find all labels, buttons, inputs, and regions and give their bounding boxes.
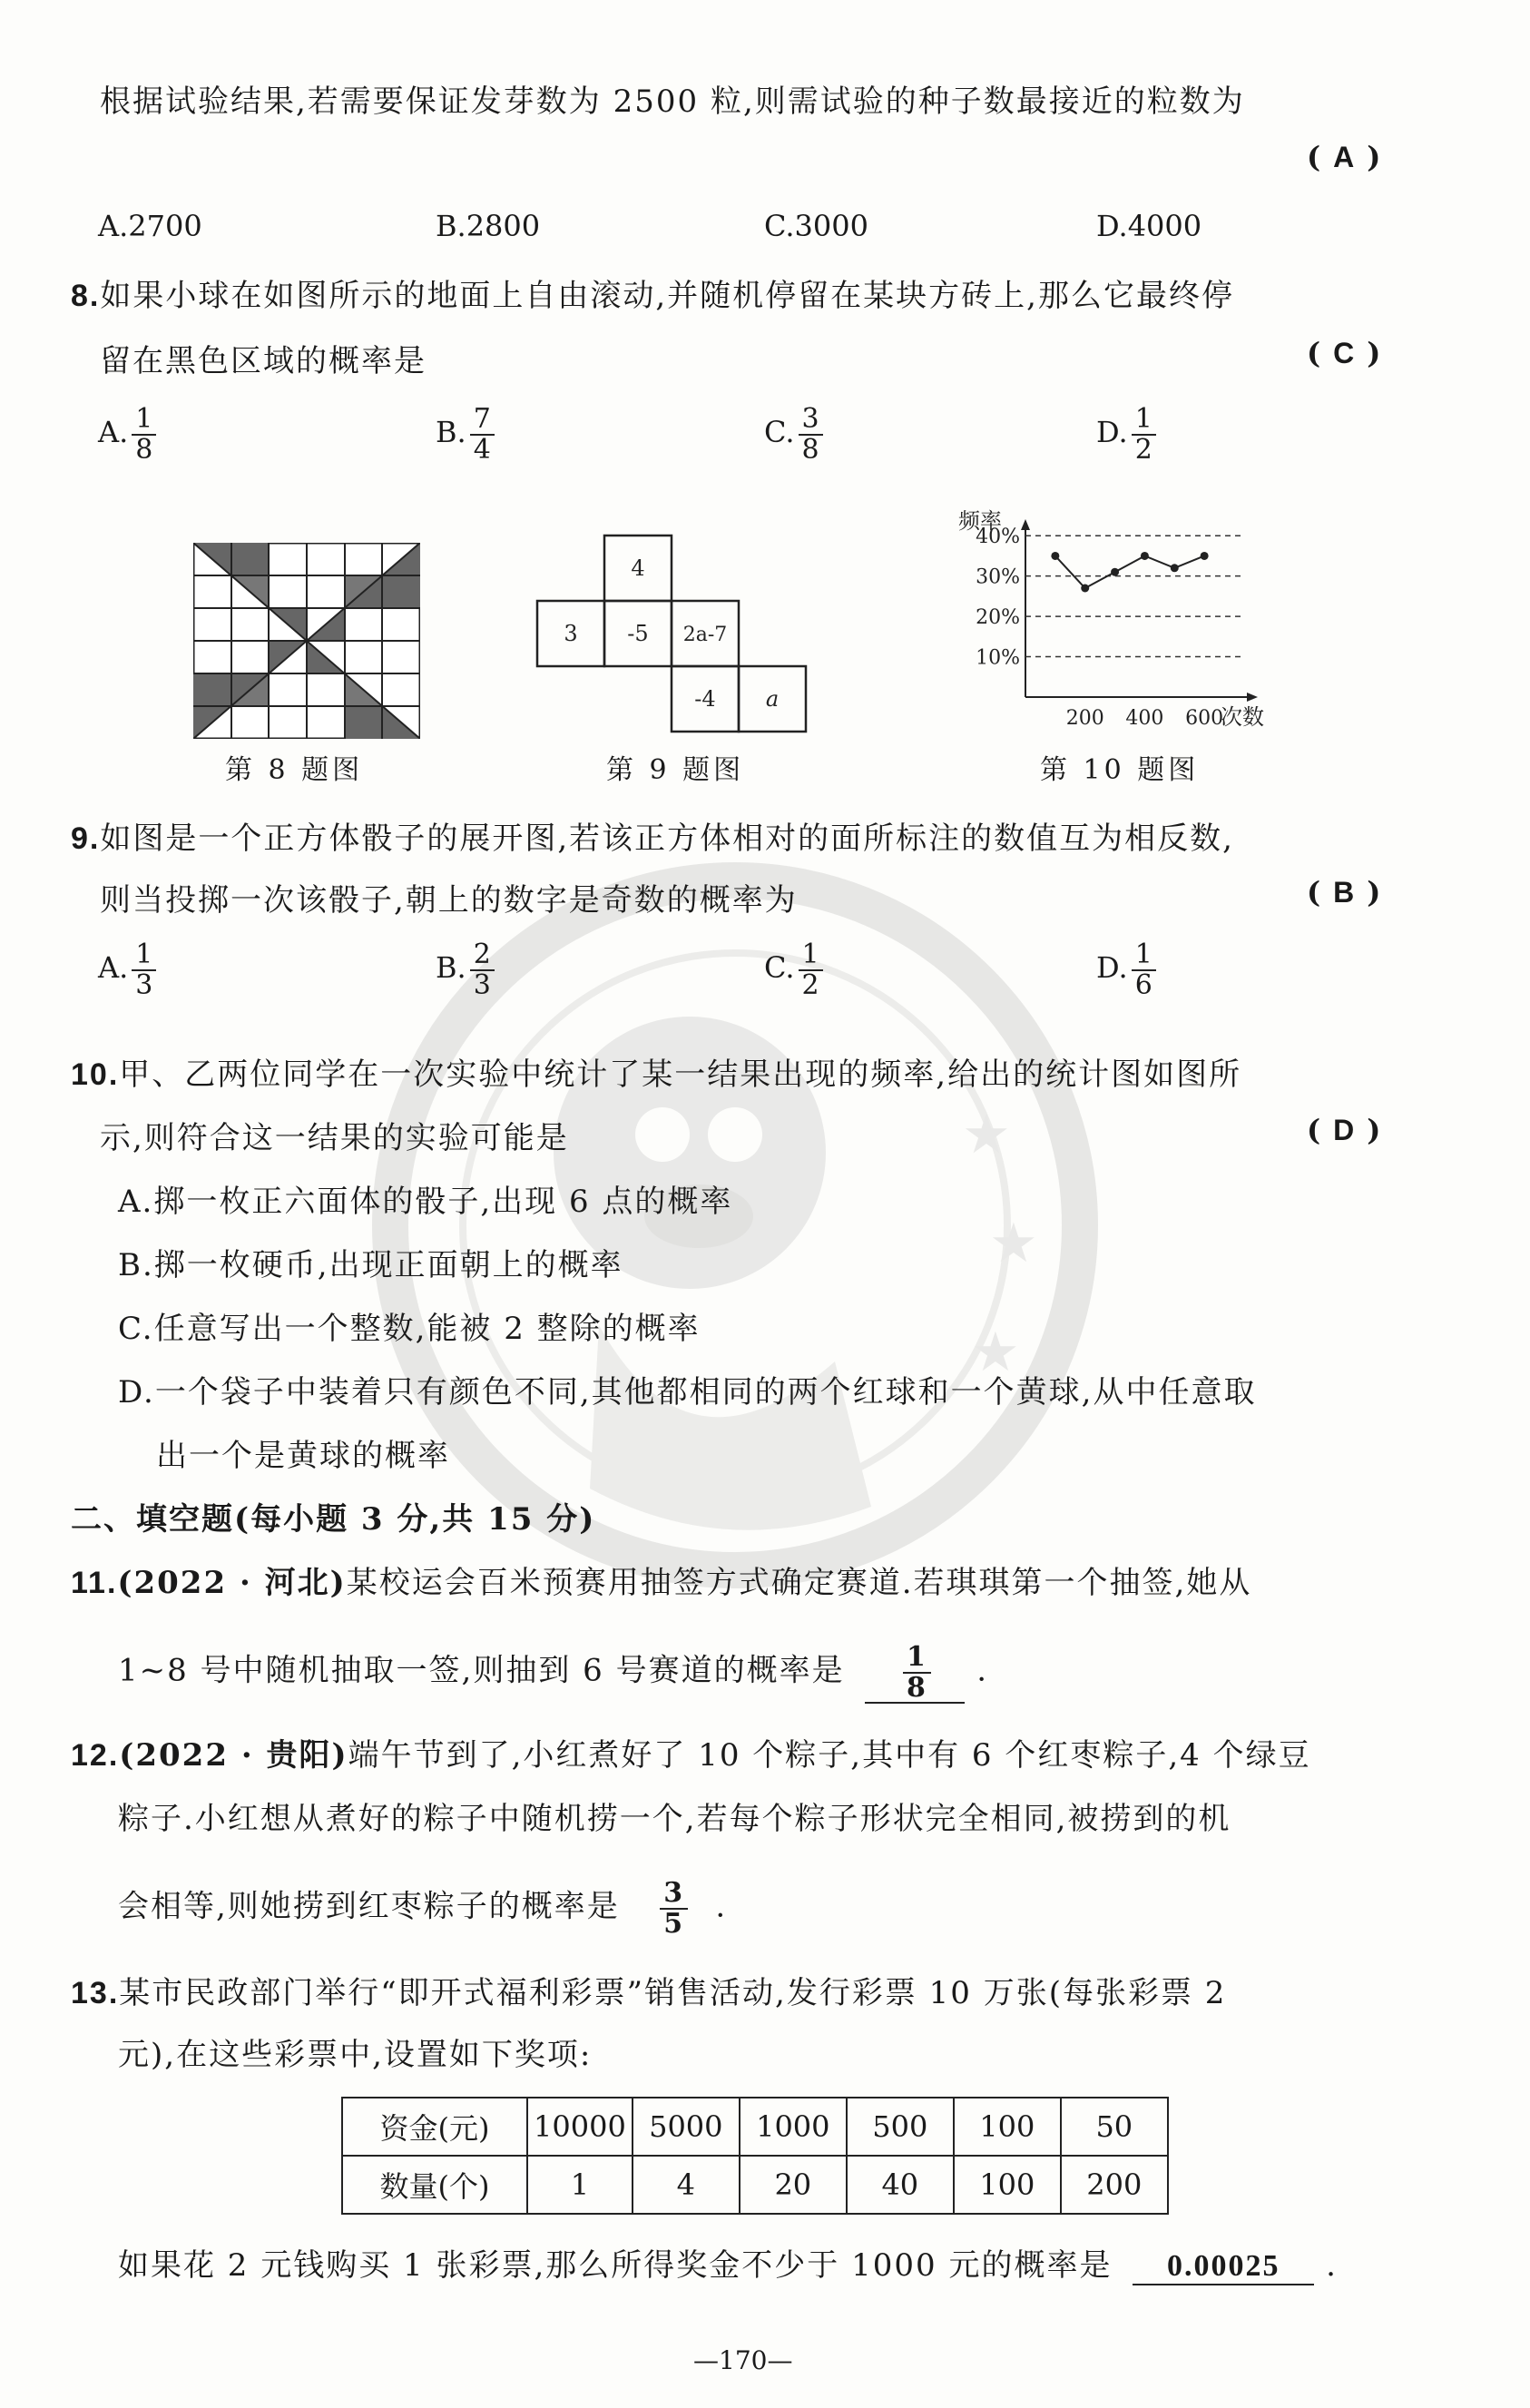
fraction-numerator: 3 bbox=[660, 1879, 688, 1910]
q9-option-a bbox=[98, 940, 156, 999]
q8-answer: ( C ) bbox=[1307, 336, 1381, 370]
q9-option-c-letter: C. bbox=[764, 950, 795, 985]
net-face-far: a bbox=[765, 686, 780, 712]
fraction-denominator: 8 bbox=[907, 1671, 927, 1704]
table-cell: 1 bbox=[527, 2156, 633, 2214]
svg-text:★: ★ bbox=[971, 1321, 1020, 1384]
q12-stem-line2: 粽子.小红想从煮好的粽子中随机捞一个,若每个粽子形状完全相同,被捞到的机 bbox=[118, 1801, 1231, 1837]
q7-option-b: B.2800 bbox=[436, 209, 541, 243]
figure-9-caption: 第 9 题图 bbox=[606, 754, 745, 786]
fraction-numerator: 1 bbox=[132, 940, 156, 971]
x-tick-label: 200 bbox=[1065, 707, 1104, 730]
q8-stem-line2: 留在黑色区域的概率是 bbox=[100, 343, 427, 379]
fraction-denominator: 2 bbox=[801, 968, 819, 1001]
prize-table bbox=[341, 2097, 1169, 2215]
q13-stem-line2: 元),在这些彩票中,设置如下奖项: bbox=[118, 2037, 593, 2073]
q10-answer: ( D ) bbox=[1307, 1113, 1381, 1147]
q8-stem-line1 bbox=[71, 270, 1234, 315]
q11-number: 11. bbox=[71, 1566, 118, 1600]
q10-option-c: C.任意写出一个整数,能被 2 整除的概率 bbox=[118, 1311, 701, 1347]
q12-source: (2022 · 贵阳) bbox=[119, 1737, 348, 1774]
q8-option-a-letter: A. bbox=[98, 415, 129, 449]
fraction-numerator: 1 bbox=[903, 1643, 931, 1674]
row-label-count: 数量(个) bbox=[342, 2156, 527, 2214]
q10-option-a: A.掷一枚正六面体的骰子,出现 6 点的概率 bbox=[118, 1184, 733, 1220]
q10-option-b: B.掷一枚硬币,出现正面朝上的概率 bbox=[118, 1247, 623, 1283]
q11-answer-blank bbox=[865, 1643, 965, 1704]
net-face-left: 3 bbox=[564, 621, 578, 646]
q8-option-b-letter: B. bbox=[436, 415, 466, 449]
row-label-amount: 资金(元) bbox=[342, 2098, 527, 2156]
y-tick-label: 20% bbox=[976, 606, 1020, 630]
q9-option-d-fraction bbox=[1132, 940, 1156, 999]
table-cell: 1000 bbox=[740, 2098, 847, 2156]
q8-option-c bbox=[764, 405, 823, 464]
table-cell: 50 bbox=[1061, 2098, 1168, 2156]
q8-option-b bbox=[436, 405, 495, 464]
q9-option-d-letter: D. bbox=[1096, 950, 1128, 985]
q9-option-a-fraction bbox=[132, 940, 156, 999]
fraction-numerator: 2 bbox=[470, 940, 495, 971]
q12-stem-line1 bbox=[71, 1730, 1311, 1774]
q11-answer-fraction bbox=[903, 1643, 931, 1702]
table-cell: 4 bbox=[633, 2156, 740, 2214]
fraction-numerator: 1 bbox=[1132, 940, 1156, 971]
q11-line2-text: 1~8 号中随机抽取一签,则抽到 6 号赛道的概率是 bbox=[118, 1652, 845, 1689]
svg-text:★: ★ bbox=[962, 1103, 1011, 1166]
table-cell: 500 bbox=[847, 2098, 954, 2156]
data-point bbox=[1201, 552, 1209, 560]
q9-option-c bbox=[764, 940, 823, 999]
table-row bbox=[342, 2156, 1168, 2214]
q12-answer-blank bbox=[641, 1879, 704, 1938]
q9-line1-text: 如图是一个正方体骰子的展开图,若该正方体相对的面所标注的数值互为相反数, bbox=[100, 821, 1234, 857]
q8-option-c-fraction bbox=[799, 405, 823, 464]
q13-line3-text: 如果花 2 元钱购买 1 张彩票,那么所得奖金不少于 1000 元的概率是 bbox=[118, 2247, 1113, 2284]
q8-option-b-fraction bbox=[470, 405, 495, 464]
section-2-heading bbox=[71, 1494, 595, 1538]
x-tick-label: 400 bbox=[1125, 707, 1164, 730]
q7-answer-letter: A bbox=[1333, 141, 1355, 173]
data-point bbox=[1171, 564, 1179, 572]
q9-option-c-fraction bbox=[799, 940, 823, 999]
q10-option-d: D.一个袋子中装着只有颜色不同,其他都相同的两个红球和一个黄球,从中任意取 bbox=[118, 1374, 1257, 1410]
q8-option-d-fraction bbox=[1132, 405, 1156, 464]
fraction-denominator: 5 bbox=[663, 1907, 685, 1940]
data-point bbox=[1081, 585, 1089, 593]
x-axis-arrow bbox=[1247, 693, 1258, 702]
fraction-denominator: 3 bbox=[135, 968, 153, 1001]
q9-answer: ( B ) bbox=[1307, 875, 1381, 909]
y-tick-label: 10% bbox=[976, 646, 1020, 670]
table-cell: 40 bbox=[847, 2156, 954, 2214]
q13-stem-line1 bbox=[71, 1968, 1226, 2012]
q8-option-c-letter: C. bbox=[764, 415, 795, 449]
q9-option-b bbox=[436, 940, 495, 999]
q7-option-c: C.3000 bbox=[764, 209, 868, 243]
fraction-denominator: 3 bbox=[473, 968, 491, 1001]
data-point bbox=[1111, 568, 1119, 576]
q11-line1-text: 某校运会百米预赛用抽签方式确定赛道.若琪琪第一个抽签,她从 bbox=[346, 1565, 1252, 1601]
q8-answer-letter: C bbox=[1333, 337, 1355, 369]
q9-option-d bbox=[1096, 940, 1156, 999]
section-2-title: 二、填空题 bbox=[71, 1501, 234, 1538]
x-tick-label: 600 bbox=[1185, 707, 1224, 730]
q7-answer: ( A ) bbox=[1307, 140, 1381, 174]
table-cell: 100 bbox=[954, 2156, 1061, 2214]
figure-8-tile-floor bbox=[193, 543, 420, 739]
figure-9-cube-net bbox=[535, 534, 812, 735]
chart-xlabel: 次数 bbox=[1221, 704, 1264, 730]
q10-number: 10. bbox=[71, 1057, 120, 1092]
fraction-numerator: 1 bbox=[1132, 405, 1156, 436]
page-number: —170— bbox=[693, 2345, 793, 2375]
y-tick-label: 30% bbox=[976, 565, 1020, 589]
q12-line1-text: 端午节到了,小红煮好了 10 个粽子,其中有 6 个红枣粽子,4 个绿豆 bbox=[348, 1737, 1311, 1774]
table-cell: 200 bbox=[1061, 2156, 1168, 2214]
q8-line1-text: 如果小球在如图所示的地面上自由滚动,并随机停留在某块方砖上,那么它最终停 bbox=[100, 278, 1234, 314]
q13-answer-blank: 0.00025 bbox=[1133, 2249, 1314, 2285]
q10-stem-line1 bbox=[71, 1049, 1241, 1094]
frequency-line bbox=[1055, 555, 1204, 588]
net-face-right: 2a-7 bbox=[682, 624, 728, 646]
q10-option-d-line2: 出一个是黄球的概率 bbox=[156, 1438, 450, 1474]
table-cell: 20 bbox=[740, 2156, 847, 2214]
figure-8-caption: 第 8 题图 bbox=[225, 754, 364, 786]
q9-option-a-letter: A. bbox=[98, 950, 129, 985]
fraction-denominator: 2 bbox=[1134, 433, 1152, 466]
q8-option-a-fraction bbox=[132, 405, 156, 464]
table-cell: 5000 bbox=[633, 2098, 740, 2156]
q13-number: 13. bbox=[71, 1976, 120, 2010]
q10-stem-line2: 示,则符合这一结果的实验可能是 bbox=[100, 1120, 569, 1156]
q7-option-a: A.2700 bbox=[98, 209, 202, 243]
q13-stem-line3: 如果花 2 元钱购买 1 张彩票,那么所得奖金不少于 1000 元的概率是 0.00025 . bbox=[118, 2247, 1338, 2284]
section-2-note: (每小题 3 分,共 15 分) bbox=[234, 1501, 596, 1538]
q9-stem-line1 bbox=[71, 813, 1234, 858]
fraction-denominator: 4 bbox=[473, 433, 491, 466]
figure-10-caption: 第 10 题图 bbox=[1040, 754, 1200, 786]
y-axis-arrow bbox=[1021, 519, 1030, 530]
q8-number: 8. bbox=[71, 279, 101, 313]
data-point bbox=[1141, 552, 1149, 560]
q8-option-d bbox=[1096, 405, 1156, 464]
q7-stem: 根据试验结果,若需要保证发芽数为 2500 粒,则需试验的种子数最接近的粒数为 bbox=[100, 84, 1245, 120]
q9-stem-line2: 则当投掷一次该骰子,朝上的数字是奇数的概率为 bbox=[100, 882, 798, 919]
q12-line3-text: 会相等,则她捞到红枣粽子的概率是 bbox=[118, 1888, 620, 1925]
q12-number: 12. bbox=[71, 1738, 120, 1773]
fraction-numerator: 7 bbox=[470, 405, 495, 436]
q9-option-b-letter: B. bbox=[436, 950, 466, 985]
data-point bbox=[1051, 552, 1059, 560]
q9-number: 9. bbox=[71, 821, 101, 856]
figure-10-frequency-chart bbox=[944, 506, 1270, 735]
q11-source: (2022 · 河北) bbox=[117, 1565, 347, 1601]
q11-stem-line1 bbox=[71, 1558, 1251, 1602]
fraction-denominator: 8 bbox=[801, 433, 819, 466]
q13-line1-text: 某市民政部门举行“即开式福利彩票”销售活动,发行彩票 10 万张(每张彩票 2 bbox=[119, 1975, 1227, 2011]
y-tick-label: 40% bbox=[976, 526, 1020, 549]
q11-stem-line2: 1~8 号中随机抽取一签,则抽到 6 号赛道的概率是 $\frac{1}{8}$ . bbox=[118, 1641, 989, 1704]
q7-option-d: D.4000 bbox=[1096, 209, 1202, 243]
table-cell: 10000 bbox=[527, 2098, 633, 2156]
fraction-denominator: 6 bbox=[1134, 968, 1152, 1001]
net-face-top: 4 bbox=[631, 555, 645, 581]
q10-answer-letter: D bbox=[1333, 1114, 1355, 1146]
net-face-bottom: -4 bbox=[694, 686, 716, 712]
fraction-denominator: 8 bbox=[135, 433, 153, 466]
q12-answer-fraction bbox=[660, 1879, 688, 1938]
fraction-numerator: 1 bbox=[799, 940, 823, 971]
fraction-numerator: 1 bbox=[132, 405, 156, 436]
q8-option-a bbox=[98, 405, 156, 464]
q10-line1-text: 甲、乙两位同学在一次实验中统计了某一结果出现的频率,给出的统计图如图所 bbox=[119, 1057, 1242, 1093]
table-cell: 100 bbox=[954, 2098, 1061, 2156]
q12-stem-line3: 会相等,则她捞到红枣粽子的概率是 $\frac{3}{5}$ . bbox=[118, 1877, 728, 1940]
chart-ylabel: 频率 bbox=[958, 508, 1002, 534]
svg-text:★: ★ bbox=[989, 1212, 1038, 1275]
q8-option-d-letter: D. bbox=[1096, 415, 1128, 449]
table-row bbox=[342, 2098, 1168, 2156]
q9-answer-letter: B bbox=[1333, 876, 1355, 909]
net-face-center: -5 bbox=[627, 621, 649, 646]
q9-option-b-fraction bbox=[470, 940, 495, 999]
fraction-numerator: 3 bbox=[799, 405, 823, 436]
